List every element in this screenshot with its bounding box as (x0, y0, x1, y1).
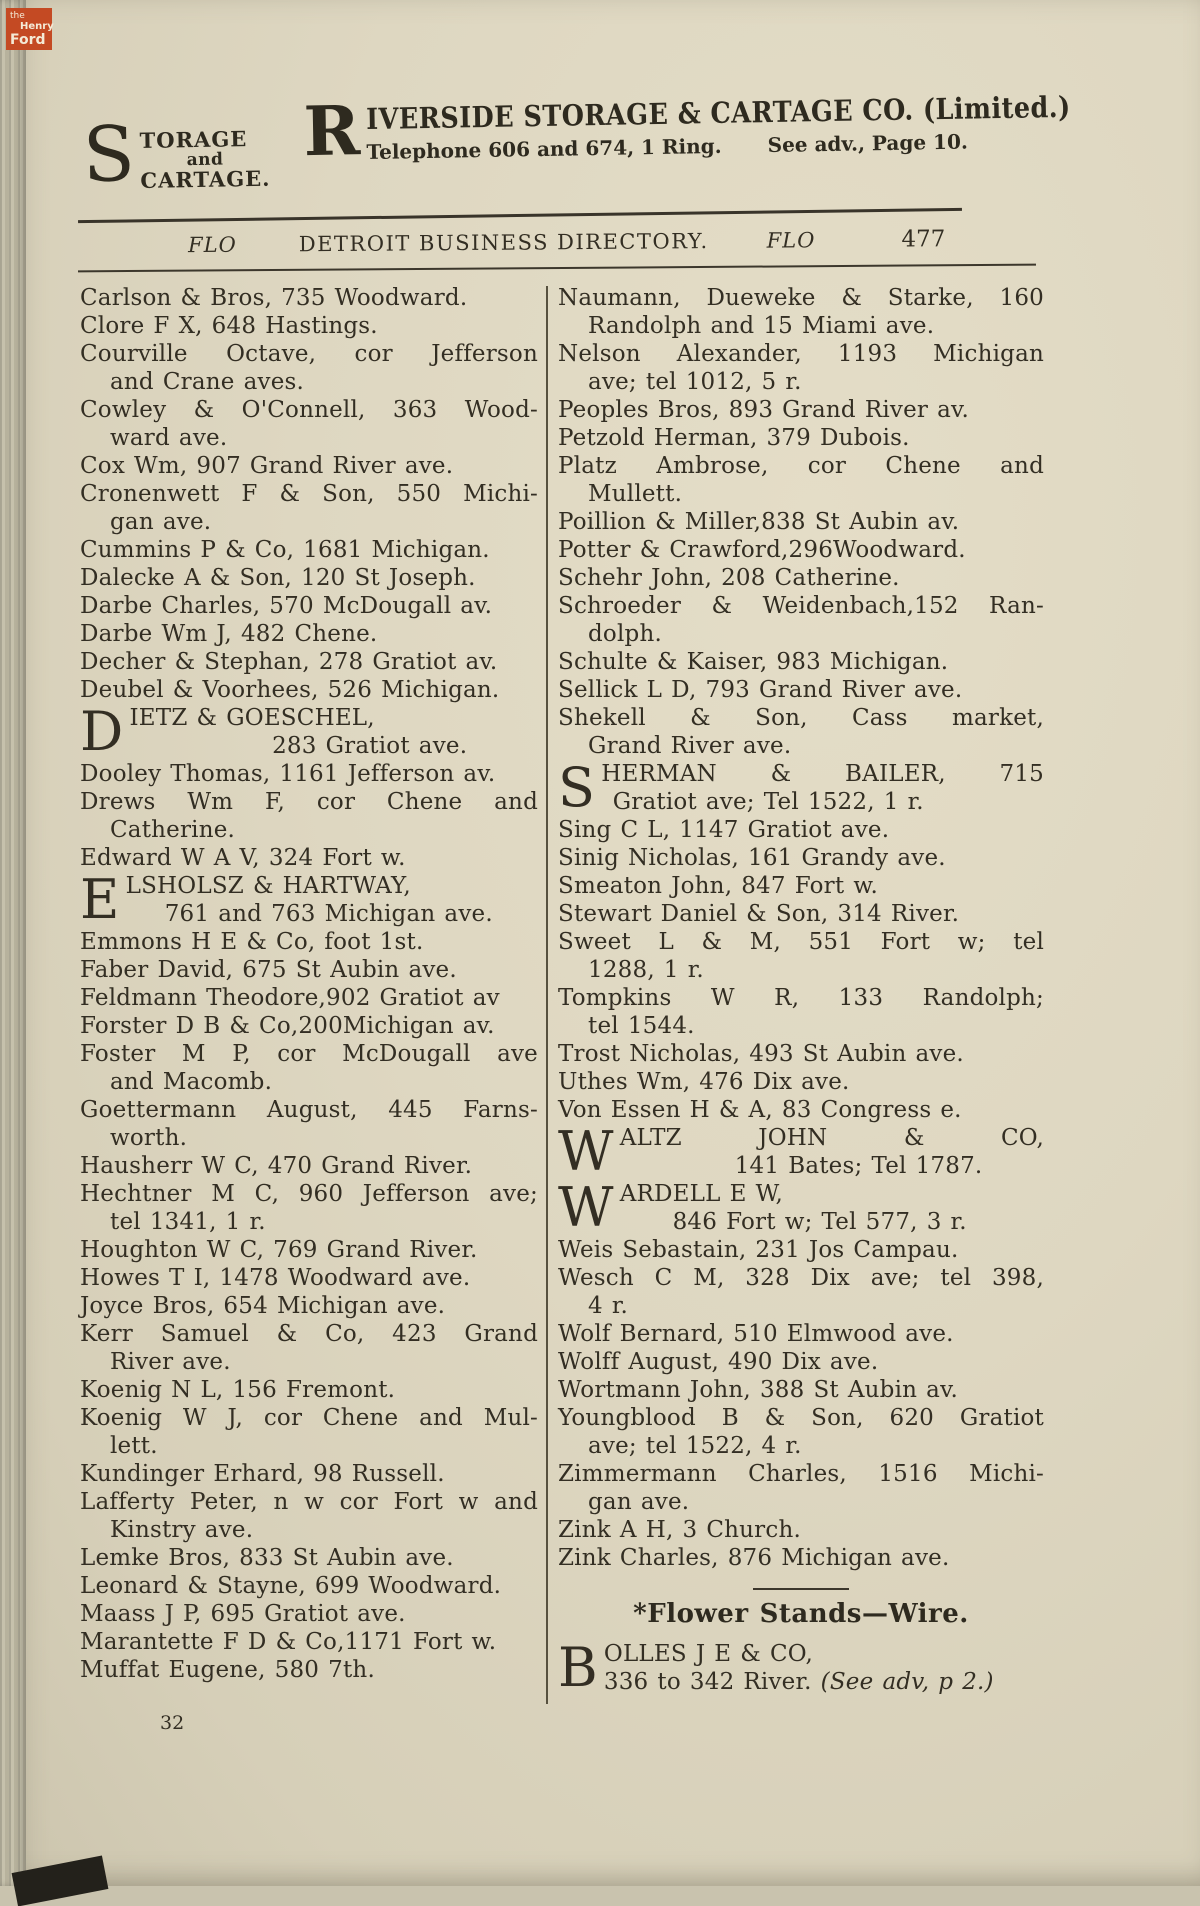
directory-entry (558, 1544, 1044, 1572)
entry-line: gan ave. (588, 1489, 690, 1515)
directory-entry (558, 1460, 1044, 1516)
directory-entry (80, 1320, 538, 1376)
directory-entry-dropcap (558, 756, 1044, 819)
drop-cap: W (558, 1176, 614, 1239)
entry-line: LSHOLSZ & HARTWAY, (125, 873, 411, 899)
directory-entry (80, 1628, 538, 1656)
directory-entry (558, 900, 1044, 928)
entry-line: Naumann, Dueweke & Starke, 160 (558, 285, 1044, 311)
entry-line: gan ave. (110, 509, 212, 535)
directory-entry (80, 1096, 538, 1152)
entry-line: Lemke Bros, 833 St Aubin ave. (80, 1545, 454, 1571)
directory-entry (80, 536, 538, 564)
entry-line: Cronenwett F & Son, 550 Michi- (80, 481, 538, 507)
entry-line: Zimmermann Charles, 1516 Michi- (558, 1461, 1044, 1487)
directory-entry-dropcap (558, 1636, 1044, 1699)
entry-line: Kinstry ave. (110, 1517, 254, 1543)
directory-entry (80, 1656, 538, 1684)
entry-line: Cummins P & Co, 1681 Michigan. (80, 537, 490, 563)
entry-line: Kundinger Erhard, 98 Russell. (80, 1461, 445, 1487)
entry-line: Sinig Nicholas, 161 Grandy ave. (558, 845, 946, 871)
header-abbr-right: FLO (766, 228, 816, 253)
entry-line: Maass J P, 695 Gratiot ave. (80, 1601, 406, 1627)
directory-entry (558, 648, 1044, 676)
entry-line: lett. (110, 1433, 158, 1459)
directory-entry (558, 872, 1044, 900)
entry-line: Courville Octave, cor Jefferson (80, 341, 538, 367)
entry-line: Lafferty Peter, n w cor Fort w and (80, 1489, 538, 1515)
directory-entry (80, 676, 538, 704)
directory-entry (80, 1292, 538, 1320)
directory-entry (558, 844, 1044, 872)
entry-line: Zink Charles, 876 Michigan ave. (558, 1545, 950, 1571)
directory-entry (558, 1376, 1044, 1404)
see-adv-note: (See adv, p 2.) (811, 1669, 994, 1695)
column-divider-rule (546, 286, 548, 1704)
directory-entry (80, 620, 538, 648)
entry-line: Hechtner M C, 960 Jefferson ave; (80, 1181, 538, 1207)
directory-entry (80, 340, 538, 396)
entry-line: Goettermann August, 445 Farns- (80, 1097, 538, 1123)
entry-line: Weis Sebastain, 231 Jos Campau. (558, 1237, 959, 1263)
directory-columns (80, 284, 1044, 1704)
ad-category-line3: CARTAGE. (140, 165, 271, 193)
directory-entry (80, 1460, 538, 1488)
directory-entry (558, 536, 1044, 564)
right-column (558, 284, 1044, 1704)
entry-line: Smeaton John, 847 Fort w. (558, 873, 878, 899)
printer-signature: 32 (160, 1712, 185, 1734)
entry-line: worth. (110, 1125, 188, 1151)
entry-line: Dalecke A & Son, 120 St Joseph. (80, 565, 476, 591)
directory-entry (558, 676, 1044, 704)
entry-line: 141 Bates; Tel 1787. (734, 1153, 983, 1179)
entry-line: Howes T I, 1478 Woodward ave. (80, 1265, 471, 1291)
entry-line: Darbe Wm J, 482 Chene. (80, 621, 378, 647)
entry-line: ave; tel 1012, 5 r. (588, 369, 802, 395)
directory-entry (558, 1096, 1044, 1124)
directory-title: DETROIT BUSINESS DIRECTORY. (298, 229, 709, 257)
directory-entry (80, 564, 538, 592)
directory-entry (558, 1404, 1044, 1460)
directory-entry (80, 788, 538, 844)
entry-line: Tompkins W R, 133 Randolph; (558, 985, 1044, 1011)
directory-entry (558, 592, 1044, 648)
entry-line: and Crane aves. (110, 369, 305, 395)
directory-entry-dropcap (80, 700, 538, 763)
drop-cap: E (80, 868, 120, 931)
entry-line: Carlson & Bros, 735 Woodward. (80, 285, 468, 311)
directory-entry (558, 1348, 1044, 1376)
entry-line: Houghton W C, 769 Grand River. (80, 1237, 478, 1263)
directory-entry (80, 1600, 538, 1628)
page-number: 477 (901, 226, 946, 253)
directory-entry (80, 1488, 538, 1544)
entry-line: IETZ & GOESCHEL, (129, 705, 375, 731)
entry-line: 336 to 342 River. (See adv, p 2.) (603, 1669, 994, 1695)
entry-line: Feldmann Theodore,902 Gratiot av (80, 985, 500, 1011)
entry-line: Faber David, 675 St Aubin ave. (80, 957, 457, 983)
directory-entry (80, 928, 538, 956)
entry-line: Drews Wm F, cor Chene and (80, 789, 538, 815)
entry-line: ward ave. (110, 425, 228, 451)
directory-entry (80, 1040, 538, 1096)
entry-line: Grand River ave. (588, 733, 792, 759)
directory-entry (558, 564, 1044, 592)
ad-category-block (82, 109, 271, 199)
ad-dropcap-r: R (302, 91, 361, 173)
drop-cap: B (558, 1636, 598, 1699)
entry-line: tel 1544. (588, 1013, 695, 1039)
entry-line: Sweet L & M, 551 Fort w; tel (558, 929, 1044, 955)
entry-line: 846 Fort w; Tel 577, 3 r. (672, 1209, 967, 1235)
ad-category-line1: TORAGE (139, 126, 248, 153)
directory-entry (558, 704, 1044, 760)
directory-entry (80, 1264, 538, 1292)
entry-line: 4 r. (588, 1293, 629, 1319)
directory-entry (558, 1068, 1044, 1096)
logo-word-ford: Ford (10, 32, 46, 48)
directory-entry (80, 396, 538, 452)
header-ad (82, 89, 1071, 199)
logo-word-henry: Henry (20, 21, 54, 32)
entry-line: Nelson Alexander, 1193 Michigan (558, 341, 1044, 367)
directory-entry (80, 760, 538, 788)
directory-entry (80, 592, 538, 620)
entry-line: ave; tel 1522, 4 r. (588, 1433, 802, 1459)
entry-line: tel 1341, 1 r. (110, 1209, 266, 1235)
entry-line: dolph. (588, 621, 662, 647)
directory-entry (80, 844, 538, 872)
directory-entry (558, 1236, 1044, 1264)
entry-line: Petzold Herman, 379 Dubois. (558, 425, 910, 451)
entry-line: ARDELL E W, (619, 1181, 783, 1207)
entry-line: Schehr John, 208 Catherine. (558, 565, 900, 591)
directory-entry (80, 284, 538, 312)
directory-entry (558, 816, 1044, 844)
directory-entry (80, 1572, 538, 1600)
entry-line: Peoples Bros, 893 Grand River av. (558, 397, 969, 423)
entry-line: and Macomb. (110, 1069, 273, 1095)
entry-line: Joyce Bros, 654 Michigan ave. (80, 1293, 446, 1319)
directory-entry (80, 452, 538, 480)
entry-line: Zink A H, 3 Church. (558, 1517, 801, 1543)
entry-line: Deubel & Voorhees, 526 Michigan. (80, 677, 500, 703)
directory-entry-dropcap (558, 1176, 1044, 1239)
entry-line: HERMAN & BAILER, 715 (601, 761, 1044, 787)
entry-line: Cox Wm, 907 Grand River ave. (80, 453, 454, 479)
entry-line: Wolff August, 490 Dix ave. (558, 1349, 879, 1375)
entry-line: Darbe Charles, 570 McDougall av. (80, 593, 493, 619)
directory-entry (558, 508, 1044, 536)
directory-entry (558, 424, 1044, 452)
directory-entry-dropcap (558, 1120, 1044, 1183)
entry-line: OLLES J E & CO, (603, 1641, 813, 1667)
directory-entry (80, 648, 538, 676)
entry-line: Koenig N L, 156 Fremont. (80, 1377, 396, 1403)
entry-line: Dooley Thomas, 1161 Jefferson av. (80, 761, 496, 787)
entry-line: Poillion & Miller,838 St Aubin av. (558, 509, 960, 535)
entry-line: Decher & Stephan, 278 Gratiot av. (80, 649, 498, 675)
section-heading: *Flower Stands—Wire. (633, 1599, 969, 1629)
entry-line: 1288, 1 r. (588, 957, 704, 983)
entry-line: 283 Gratiot ave. (272, 733, 468, 759)
directory-entry (80, 1012, 538, 1040)
entry-line: Trost Nicholas, 493 St Aubin ave. (558, 1041, 964, 1067)
directory-entry (80, 1376, 538, 1404)
entry-line: Randolph and 15 Miami ave. (588, 313, 935, 339)
entry-line: Wesch C M, 328 Dix ave; tel 398, (558, 1265, 1044, 1291)
directory-entry (558, 452, 1044, 508)
directory-entry (558, 396, 1044, 424)
entry-line: ALTZ JOHN & CO, (619, 1125, 1044, 1151)
entry-line: Schulte & Kaiser, 983 Michigan. (558, 649, 949, 675)
entry-line: Shekell & Son, Cass market, (558, 705, 1044, 731)
entry-line: Wolf Bernard, 510 Elmwood ave. (558, 1321, 954, 1347)
drop-cap: W (558, 1120, 614, 1183)
directory-entry (558, 1264, 1044, 1320)
directory-entry (80, 1404, 538, 1460)
entry-line: Forster D B & Co,200Michigan av. (80, 1013, 495, 1039)
directory-entry (558, 340, 1044, 396)
header-abbr-left: FLO (188, 232, 237, 258)
entry-line: Foster M P, cor McDougall ave (80, 1041, 538, 1067)
entry-line: Edward W A V, 324 Fort w. (80, 845, 406, 871)
directory-entry (80, 1180, 538, 1236)
ad-dropcap-s: S (82, 109, 136, 199)
directory-entry (558, 928, 1044, 984)
directory-entry (558, 984, 1044, 1040)
ad-see-adv: See adv., Page 10. (767, 129, 969, 158)
ad-telephone: Telephone 606 and 674, 1 Ring. (366, 133, 722, 165)
entry-line: Sing C L, 1147 Gratiot ave. (558, 817, 890, 843)
left-column (80, 284, 538, 1704)
entry-line: Muffat Eugene, 580 7th. (80, 1657, 375, 1683)
entry-line: Koenig W J, cor Chene and Mul- (80, 1405, 538, 1431)
entry-line: Mullett. (588, 481, 683, 507)
directory-entry (558, 1320, 1044, 1348)
directory-entry (80, 1152, 538, 1180)
directory-entry-dropcap (80, 868, 538, 931)
directory-entry (558, 1516, 1044, 1544)
entry-line: Uthes Wm, 476 Dix ave. (558, 1069, 850, 1095)
entry-line: Catherine. (110, 817, 236, 843)
entry-line: Marantette F D & Co,1171 Fort w. (80, 1629, 497, 1655)
entry-line: Kerr Samuel & Co, 423 Grand (80, 1321, 538, 1347)
directory-entry (80, 1544, 538, 1572)
section-heading-rule (753, 1588, 849, 1590)
ad-category-line2: and (186, 149, 224, 171)
entry-line: Clore F X, 648 Hastings. (80, 313, 378, 339)
directory-entry (80, 956, 538, 984)
directory-entry (80, 1236, 538, 1264)
entry-line: Cowley & O'Connell, 363 Wood- (80, 397, 538, 423)
entry-line: River ave. (110, 1349, 231, 1375)
entry-line: Wortmann John, 388 St Aubin av. (558, 1377, 959, 1403)
directory-entry (558, 284, 1044, 340)
entry-line: Emmons H E & Co, foot 1st. (80, 929, 424, 955)
entry-line: 761 and 763 Michigan ave. (164, 901, 493, 927)
entry-line: Stewart Daniel & Son, 314 River. (558, 901, 960, 927)
ad-company-name: IVERSIDE STORAGE & CARTAGE CO. (Limited.) (365, 89, 1071, 137)
entry-line: Youngblood B & Son, 620 Gratiot (558, 1405, 1044, 1431)
entry-line: Potter & Crawford,296Woodward. (558, 537, 966, 563)
drop-cap: D (80, 700, 124, 763)
henry-ford-logo (6, 8, 52, 50)
drop-cap: S (558, 756, 596, 819)
entry-line: Schroeder & Weidenbach,152 Ran- (558, 593, 1044, 619)
logo-word-the: the (10, 11, 25, 21)
directory-entry (80, 312, 538, 340)
directory-entry (80, 480, 538, 536)
entry-line: Gratiot ave; Tel 1522, 1 r. (612, 789, 924, 815)
entry-line: Platz Ambrose, cor Chene and (558, 453, 1044, 479)
entry-line: Leonard & Stayne, 699 Woodward. (80, 1573, 502, 1599)
book-page-edge (0, 0, 26, 1886)
entry-line: Von Essen H & A, 83 Congress e. (558, 1097, 962, 1123)
directory-entry (558, 1040, 1044, 1068)
entry-line: Hausherr W C, 470 Grand River. (80, 1153, 473, 1179)
directory-entry (80, 984, 538, 1012)
entry-line: Sellick L D, 793 Grand River ave. (558, 677, 963, 703)
